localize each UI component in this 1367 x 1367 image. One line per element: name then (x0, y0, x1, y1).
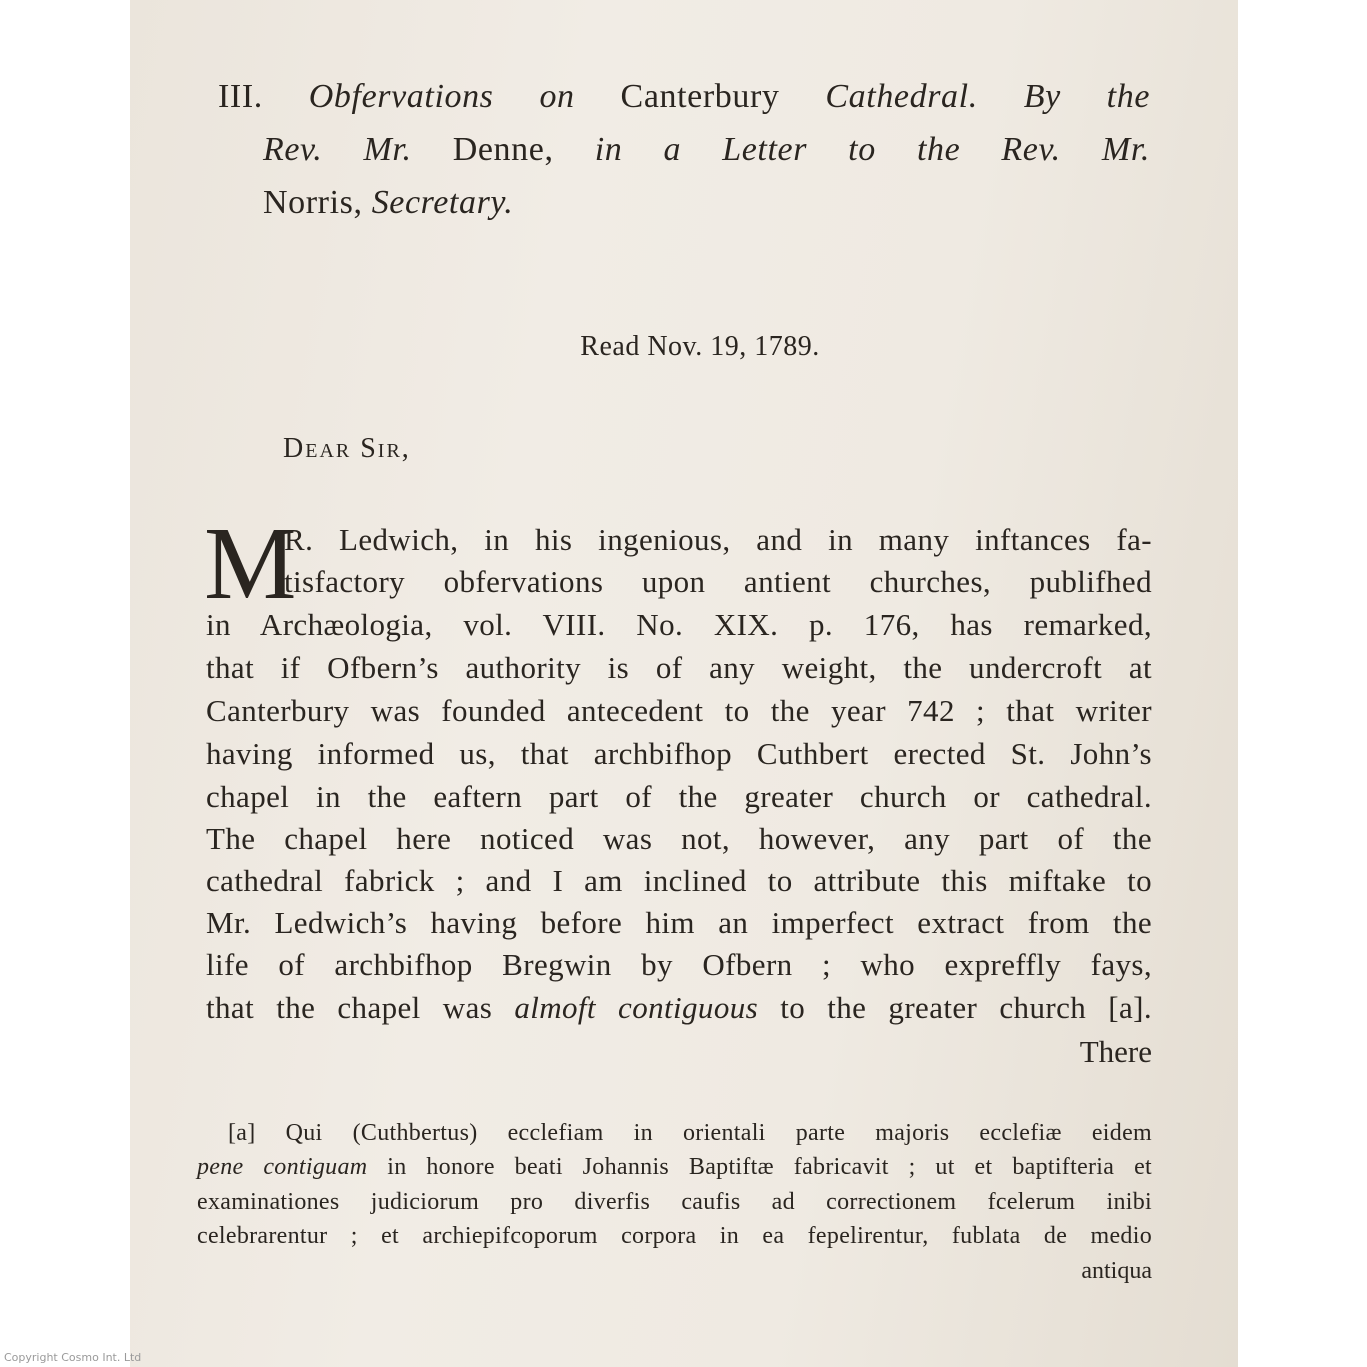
heading-word: on (539, 78, 575, 115)
body-line: Canterbury was founded antecedent to the year 742 ; that writer (206, 693, 1152, 728)
italic-span: pene contiguam (197, 1154, 368, 1180)
body-line: Mr. Ledwich’s having before him an imperfect extract from the (206, 905, 1152, 940)
body-line: that if Ofbern’s authority is of any weight, the undercroft at (206, 650, 1152, 685)
section-number: III. (218, 78, 263, 115)
book-page (130, 0, 1238, 1367)
heading-word: By the (1023, 78, 1151, 115)
text-span: in honore beati Johannis Baptiftæ fabricavit ; ut et baptifteria et (367, 1154, 1153, 1180)
body-line: having informed us, that archbifhop Cuthbert erected St. John’s (206, 736, 1152, 771)
body-line: cathedral fabrick ; and I am inclined to attribute this miftake to (206, 863, 1152, 898)
body-line: R. Ledwich, in his ingenious, and in many inftances fa- (284, 522, 1152, 557)
heading-word: Denne, (452, 131, 554, 168)
heading-word: Obfervations (308, 78, 494, 115)
body-line-last (206, 990, 1152, 1026)
text-span: that the chapel was (206, 990, 515, 1025)
footnote-line: celebrarentur ; et archiepifcoporum corpora in ea fepelirentur, fublata de medio (197, 1223, 1152, 1249)
copyright-watermark: Copyright Cosmo Int. Ltd (4, 1351, 142, 1364)
body-line: chapel in the eaftern part of the greater church or cathedral. (206, 779, 1152, 814)
body-line: The chapel here noticed was not, however, any part of the (206, 821, 1152, 856)
heading-word: Rev. Mr. (263, 131, 412, 168)
heading-line-3 (263, 184, 513, 222)
catchword: There (1079, 1034, 1152, 1069)
salutation: Dear Sir, (283, 433, 411, 464)
heading-word: Secretary. (371, 184, 514, 221)
heading-word: Norris, (263, 184, 363, 221)
read-date: Read Nov. 19, 1789. (580, 331, 820, 362)
footnote-catchword: antiqua (1081, 1258, 1152, 1284)
body-line: tisfactory obfervations upon antient churches, publifhed (284, 564, 1152, 599)
body-line: in Archæologia, vol. VIII. No. XIX. p. 176, has remarked, (206, 607, 1152, 642)
drop-cap: M (204, 506, 297, 621)
heading-word: Cathedral. (825, 78, 978, 115)
italic-span: almoft contiguous (514, 990, 759, 1025)
footnote-line (197, 1154, 1152, 1181)
body-line: life of archbifhop Bregwin by Ofbern ; who expreffly fays, (206, 947, 1152, 982)
heading-line-1 (218, 78, 1150, 116)
footnote-line: examinationes judiciorum pro diverfis caufis ad correctionem fcelerum inibi (197, 1189, 1152, 1215)
heading-word: in a Letter to the Rev. Mr. (594, 131, 1150, 168)
heading-word: Canterbury (620, 78, 780, 115)
text-span: to the greater church [a]. (758, 990, 1152, 1025)
footnote-line: [a] Qui (Cuthbertus) ecclefiam in orientali parte majoris ecclefiæ eidem (228, 1120, 1152, 1146)
heading-line-2 (263, 131, 1150, 169)
